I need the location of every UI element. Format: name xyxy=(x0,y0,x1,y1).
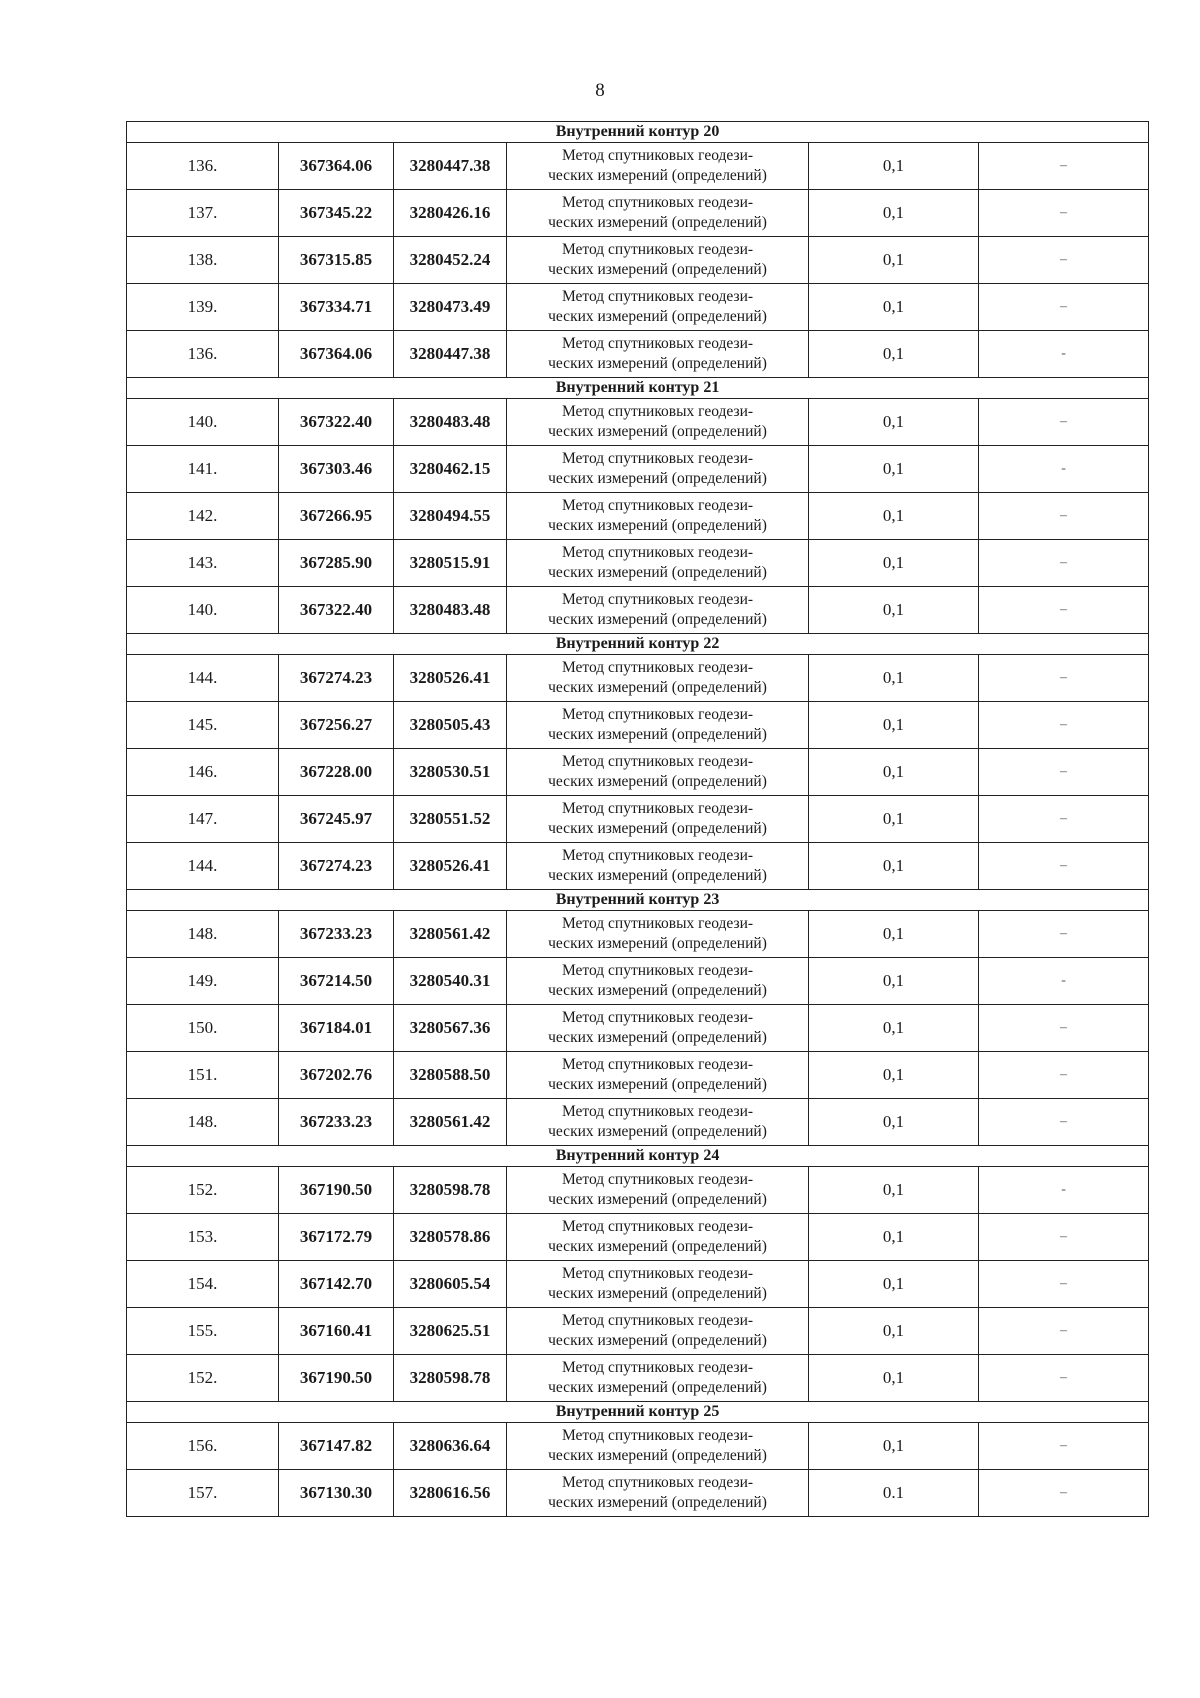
method-line-2: ческих измерений (определений) xyxy=(548,1285,767,1302)
point-number: 140. xyxy=(127,587,279,634)
coord-x: 367147.82 xyxy=(279,1423,394,1470)
point-number: 152. xyxy=(127,1167,279,1214)
method-line-2: ческих измерений (определений) xyxy=(548,167,767,184)
table-row xyxy=(127,796,1149,843)
table-row xyxy=(127,1167,1149,1214)
method-line-1: Метод спутниковых геодези- xyxy=(561,962,754,979)
point-number: 152. xyxy=(127,1355,279,1402)
contour-header-row xyxy=(127,1146,1149,1167)
point-number: 154. xyxy=(127,1261,279,1308)
contour-title: Внутренний контур 24 xyxy=(127,1146,1149,1167)
method-line-2: ческих измерений (определений) xyxy=(548,679,767,696)
table-row xyxy=(127,958,1149,1005)
note-dash: – xyxy=(979,911,1149,958)
coordinates-table xyxy=(126,121,1149,1517)
method-cell xyxy=(507,399,809,446)
method-line-2: ческих измерений (определений) xyxy=(548,1076,767,1093)
note-dash: – xyxy=(979,1052,1149,1099)
method-cell xyxy=(507,1099,809,1146)
note-dash: – xyxy=(979,587,1149,634)
method-cell xyxy=(507,1214,809,1261)
point-number: 150. xyxy=(127,1005,279,1052)
coord-x: 367322.40 xyxy=(279,587,394,634)
method-line-2: ческих измерений (определений) xyxy=(548,1447,767,1464)
method-line-1: Метод спутниковых геодези- xyxy=(561,1359,754,1376)
point-number: 148. xyxy=(127,1099,279,1146)
method-cell xyxy=(507,237,809,284)
coord-y: 3280426.16 xyxy=(394,190,507,237)
coord-y: 3280505.43 xyxy=(394,702,507,749)
table-row xyxy=(127,1470,1149,1517)
method-line-1: Метод спутниковых геодези- xyxy=(561,403,754,420)
method-line-1: Метод спутниковых геодези- xyxy=(561,800,754,817)
accuracy-value: 0,1 xyxy=(809,190,979,237)
method-cell xyxy=(507,655,809,702)
method-line-2: ческих измерений (определений) xyxy=(548,261,767,278)
coord-x: 367190.50 xyxy=(279,1167,394,1214)
point-number: 144. xyxy=(127,655,279,702)
method-line-2: ческих измерений (определений) xyxy=(548,470,767,487)
note-dash: – xyxy=(979,655,1149,702)
point-number: 143. xyxy=(127,540,279,587)
method-cell xyxy=(507,796,809,843)
note-dash: – xyxy=(979,284,1149,331)
coord-x: 367285.90 xyxy=(279,540,394,587)
method-cell xyxy=(507,493,809,540)
method-cell xyxy=(507,1052,809,1099)
accuracy-value: 0,1 xyxy=(809,1214,979,1261)
table-row xyxy=(127,911,1149,958)
note-dash: – xyxy=(979,143,1149,190)
table-row xyxy=(127,237,1149,284)
page-number: 8 xyxy=(595,80,605,101)
point-number: 141. xyxy=(127,446,279,493)
point-number: 147. xyxy=(127,796,279,843)
coord-y: 3280551.52 xyxy=(394,796,507,843)
coord-x: 367245.97 xyxy=(279,796,394,843)
coord-y: 3280636.64 xyxy=(394,1423,507,1470)
point-number: 136. xyxy=(127,331,279,378)
method-line-1: Метод спутниковых геодези- xyxy=(561,591,754,608)
method-cell xyxy=(507,331,809,378)
note-dash: – xyxy=(979,1423,1149,1470)
method-line-1: Метод спутниковых геодези- xyxy=(561,915,754,932)
note-dash: – xyxy=(979,1355,1149,1402)
method-line-2: ческих измерений (определений) xyxy=(548,820,767,837)
contour-title: Внутренний контур 22 xyxy=(127,634,1149,655)
coord-x: 367322.40 xyxy=(279,399,394,446)
method-cell xyxy=(507,749,809,796)
coord-x: 367303.46 xyxy=(279,446,394,493)
accuracy-value: 0,1 xyxy=(809,399,979,446)
coord-x: 367184.01 xyxy=(279,1005,394,1052)
coord-y: 3280578.86 xyxy=(394,1214,507,1261)
point-number: 157. xyxy=(127,1470,279,1517)
table-row xyxy=(127,446,1149,493)
method-cell xyxy=(507,1470,809,1517)
coord-x: 367190.50 xyxy=(279,1355,394,1402)
method-line-1: Метод спутниковых геодези- xyxy=(561,847,754,864)
table-row xyxy=(127,749,1149,796)
accuracy-value: 0,1 xyxy=(809,958,979,1005)
method-line-2: ческих измерений (определений) xyxy=(548,1238,767,1255)
table-row xyxy=(127,1423,1149,1470)
method-line-1: Метод спутниковых геодези- xyxy=(561,1171,754,1188)
accuracy-value: 0,1 xyxy=(809,1099,979,1146)
method-line-2: ческих измерений (определений) xyxy=(548,867,767,884)
method-cell xyxy=(507,1308,809,1355)
coord-y: 3280447.38 xyxy=(394,331,507,378)
point-number: 142. xyxy=(127,493,279,540)
point-number: 140. xyxy=(127,399,279,446)
method-line-1: Метод спутниковых геодези- xyxy=(561,288,754,305)
method-line-1: Метод спутниковых геодези- xyxy=(561,1103,754,1120)
coord-y: 3280616.56 xyxy=(394,1470,507,1517)
method-cell xyxy=(507,958,809,1005)
coord-x: 367345.22 xyxy=(279,190,394,237)
point-number: 153. xyxy=(127,1214,279,1261)
note-dash: – xyxy=(979,749,1149,796)
coord-y: 3280526.41 xyxy=(394,655,507,702)
coord-y: 3280452.24 xyxy=(394,237,507,284)
method-cell xyxy=(507,1261,809,1308)
table-row xyxy=(127,843,1149,890)
method-line-1: Метод спутниковых геодези- xyxy=(561,450,754,467)
method-line-2: ческих измерений (определений) xyxy=(548,1332,767,1349)
accuracy-value: 0,1 xyxy=(809,1308,979,1355)
coord-y: 3280526.41 xyxy=(394,843,507,890)
method-line-2: ческих измерений (определений) xyxy=(548,355,767,372)
table-row xyxy=(127,1355,1149,1402)
method-line-1: Метод спутниковых геодези- xyxy=(561,1474,754,1491)
method-cell xyxy=(507,911,809,958)
coord-x: 367233.23 xyxy=(279,911,394,958)
method-line-1: Метод спутниковых геодези- xyxy=(561,1427,754,1444)
note-dash: – xyxy=(979,1005,1149,1052)
method-line-1: Метод спутниковых геодези- xyxy=(561,497,754,514)
point-number: 156. xyxy=(127,1423,279,1470)
table-row xyxy=(127,587,1149,634)
coord-y: 3280561.42 xyxy=(394,1099,507,1146)
method-cell xyxy=(507,1355,809,1402)
coord-x: 367160.41 xyxy=(279,1308,394,1355)
accuracy-value: 0.1 xyxy=(809,1470,979,1517)
contour-title: Внутренний контур 25 xyxy=(127,1402,1149,1423)
table-row xyxy=(127,331,1149,378)
point-number: 138. xyxy=(127,237,279,284)
method-cell xyxy=(507,702,809,749)
contour-header-row xyxy=(127,378,1149,399)
accuracy-value: 0,1 xyxy=(809,331,979,378)
method-line-2: ческих измерений (определений) xyxy=(548,214,767,231)
accuracy-value: 0,1 xyxy=(809,1167,979,1214)
method-cell xyxy=(507,143,809,190)
method-line-1: Метод спутниковых геодези- xyxy=(561,659,754,676)
accuracy-value: 0,1 xyxy=(809,493,979,540)
coord-x: 367142.70 xyxy=(279,1261,394,1308)
method-line-1: Метод спутниковых геодези- xyxy=(561,147,754,164)
coord-x: 367274.23 xyxy=(279,843,394,890)
table-row xyxy=(127,540,1149,587)
note-dash: – xyxy=(979,1099,1149,1146)
note-dash: - xyxy=(979,331,1149,378)
coord-y: 3280625.51 xyxy=(394,1308,507,1355)
method-line-1: Метод спутниковых геодези- xyxy=(561,241,754,258)
coord-x: 367364.06 xyxy=(279,143,394,190)
method-line-2: ческих измерений (определений) xyxy=(548,773,767,790)
method-line-1: Метод спутниковых геодези- xyxy=(561,706,754,723)
method-line-1: Метод спутниковых геодези- xyxy=(561,753,754,770)
method-line-2: ческих измерений (определений) xyxy=(548,1191,767,1208)
note-dash: - xyxy=(979,446,1149,493)
accuracy-value: 0,1 xyxy=(809,843,979,890)
note-dash: – xyxy=(979,399,1149,446)
method-line-2: ческих измерений (определений) xyxy=(548,423,767,440)
note-dash: – xyxy=(979,1470,1149,1517)
note-dash: – xyxy=(979,796,1149,843)
point-number: 145. xyxy=(127,702,279,749)
accuracy-value: 0,1 xyxy=(809,796,979,843)
coord-y: 3280462.15 xyxy=(394,446,507,493)
accuracy-value: 0,1 xyxy=(809,1005,979,1052)
note-dash: – xyxy=(979,1308,1149,1355)
table-row xyxy=(127,1214,1149,1261)
coord-x: 367172.79 xyxy=(279,1214,394,1261)
table-row xyxy=(127,702,1149,749)
note-dash: – xyxy=(979,702,1149,749)
method-line-1: Метод спутниковых геодези- xyxy=(561,1218,754,1235)
method-cell xyxy=(507,1423,809,1470)
coord-y: 3280561.42 xyxy=(394,911,507,958)
table-row xyxy=(127,493,1149,540)
coord-y: 3280515.91 xyxy=(394,540,507,587)
table-row xyxy=(127,1005,1149,1052)
coord-y: 3280598.78 xyxy=(394,1167,507,1214)
table-row xyxy=(127,1052,1149,1099)
table-row xyxy=(127,143,1149,190)
table-row xyxy=(127,284,1149,331)
contour-header-row xyxy=(127,122,1149,143)
contour-title: Внутренний контур 23 xyxy=(127,890,1149,911)
point-number: 148. xyxy=(127,911,279,958)
method-line-2: ческих измерений (определений) xyxy=(548,982,767,999)
accuracy-value: 0,1 xyxy=(809,911,979,958)
note-dash: – xyxy=(979,237,1149,284)
method-cell xyxy=(507,1005,809,1052)
coord-y: 3280588.50 xyxy=(394,1052,507,1099)
note-dash: – xyxy=(979,843,1149,890)
method-line-2: ческих измерений (определений) xyxy=(548,1379,767,1396)
note-dash: – xyxy=(979,540,1149,587)
table-row xyxy=(127,1308,1149,1355)
accuracy-value: 0,1 xyxy=(809,587,979,634)
accuracy-value: 0,1 xyxy=(809,1052,979,1099)
method-cell xyxy=(507,843,809,890)
point-number: 151. xyxy=(127,1052,279,1099)
note-dash: – xyxy=(979,190,1149,237)
point-number: 144. xyxy=(127,843,279,890)
method-cell xyxy=(507,587,809,634)
accuracy-value: 0,1 xyxy=(809,1423,979,1470)
coord-x: 367364.06 xyxy=(279,331,394,378)
note-dash: - xyxy=(979,1167,1149,1214)
accuracy-value: 0,1 xyxy=(809,655,979,702)
coord-y: 3280483.48 xyxy=(394,399,507,446)
coord-x: 367202.76 xyxy=(279,1052,394,1099)
method-line-2: ческих измерений (определений) xyxy=(548,726,767,743)
coord-x: 367274.23 xyxy=(279,655,394,702)
method-line-2: ческих измерений (определений) xyxy=(548,935,767,952)
point-number: 155. xyxy=(127,1308,279,1355)
contour-header-row xyxy=(127,1402,1149,1423)
note-dash: - xyxy=(979,958,1149,1005)
method-line-1: Метод спутниковых геодези- xyxy=(561,1312,754,1329)
method-line-2: ческих измерений (определений) xyxy=(548,517,767,534)
coordinates-table-body xyxy=(127,122,1149,1517)
point-number: 136. xyxy=(127,143,279,190)
accuracy-value: 0,1 xyxy=(809,143,979,190)
accuracy-value: 0,1 xyxy=(809,446,979,493)
point-number: 149. xyxy=(127,958,279,1005)
note-dash: – xyxy=(979,1214,1149,1261)
method-line-1: Метод спутниковых геодези- xyxy=(561,1009,754,1026)
method-line-2: ческих измерений (определений) xyxy=(548,1123,767,1140)
accuracy-value: 0,1 xyxy=(809,749,979,796)
method-line-2: ческих измерений (определений) xyxy=(548,611,767,628)
point-number: 139. xyxy=(127,284,279,331)
contour-header-row xyxy=(127,634,1149,655)
table-row xyxy=(127,190,1149,237)
coord-x: 367130.30 xyxy=(279,1470,394,1517)
method-cell xyxy=(507,1167,809,1214)
note-dash: – xyxy=(979,1261,1149,1308)
coord-y: 3280598.78 xyxy=(394,1355,507,1402)
method-line-1: Метод спутниковых геодези- xyxy=(561,335,754,352)
method-line-1: Метод спутниковых геодези- xyxy=(561,1056,754,1073)
coord-y: 3280494.55 xyxy=(394,493,507,540)
table-row xyxy=(127,655,1149,702)
coord-y: 3280540.31 xyxy=(394,958,507,1005)
table-row xyxy=(127,1099,1149,1146)
coord-x: 367214.50 xyxy=(279,958,394,1005)
contour-title: Внутренний контур 21 xyxy=(127,378,1149,399)
coord-x: 367334.71 xyxy=(279,284,394,331)
method-line-1: Метод спутниковых геодези- xyxy=(561,194,754,211)
table-row xyxy=(127,399,1149,446)
table-row xyxy=(127,1261,1149,1308)
point-number: 146. xyxy=(127,749,279,796)
method-cell xyxy=(507,446,809,493)
coord-x: 367315.85 xyxy=(279,237,394,284)
method-line-2: ческих измерений (определений) xyxy=(548,1029,767,1046)
coord-y: 3280567.36 xyxy=(394,1005,507,1052)
method-cell xyxy=(507,540,809,587)
coord-x: 367256.27 xyxy=(279,702,394,749)
method-line-2: ческих измерений (определений) xyxy=(548,1494,767,1511)
method-line-1: Метод спутниковых геодези- xyxy=(561,1265,754,1282)
accuracy-value: 0,1 xyxy=(809,540,979,587)
method-cell xyxy=(507,190,809,237)
coord-y: 3280530.51 xyxy=(394,749,507,796)
note-dash: – xyxy=(979,493,1149,540)
method-cell xyxy=(507,284,809,331)
accuracy-value: 0,1 xyxy=(809,284,979,331)
method-line-1: Метод спутниковых геодези- xyxy=(561,544,754,561)
method-line-2: ческих измерений (определений) xyxy=(548,564,767,581)
contour-title: Внутренний контур 20 xyxy=(127,122,1149,143)
coord-x: 367228.00 xyxy=(279,749,394,796)
coord-y: 3280473.49 xyxy=(394,284,507,331)
point-number: 137. xyxy=(127,190,279,237)
contour-header-row xyxy=(127,890,1149,911)
coord-y: 3280605.54 xyxy=(394,1261,507,1308)
accuracy-value: 0,1 xyxy=(809,1355,979,1402)
coord-y: 3280483.48 xyxy=(394,587,507,634)
coord-y: 3280447.38 xyxy=(394,143,507,190)
accuracy-value: 0,1 xyxy=(809,237,979,284)
coord-x: 367233.23 xyxy=(279,1099,394,1146)
coord-x: 367266.95 xyxy=(279,493,394,540)
accuracy-value: 0,1 xyxy=(809,1261,979,1308)
accuracy-value: 0,1 xyxy=(809,702,979,749)
method-line-2: ческих измерений (определений) xyxy=(548,308,767,325)
